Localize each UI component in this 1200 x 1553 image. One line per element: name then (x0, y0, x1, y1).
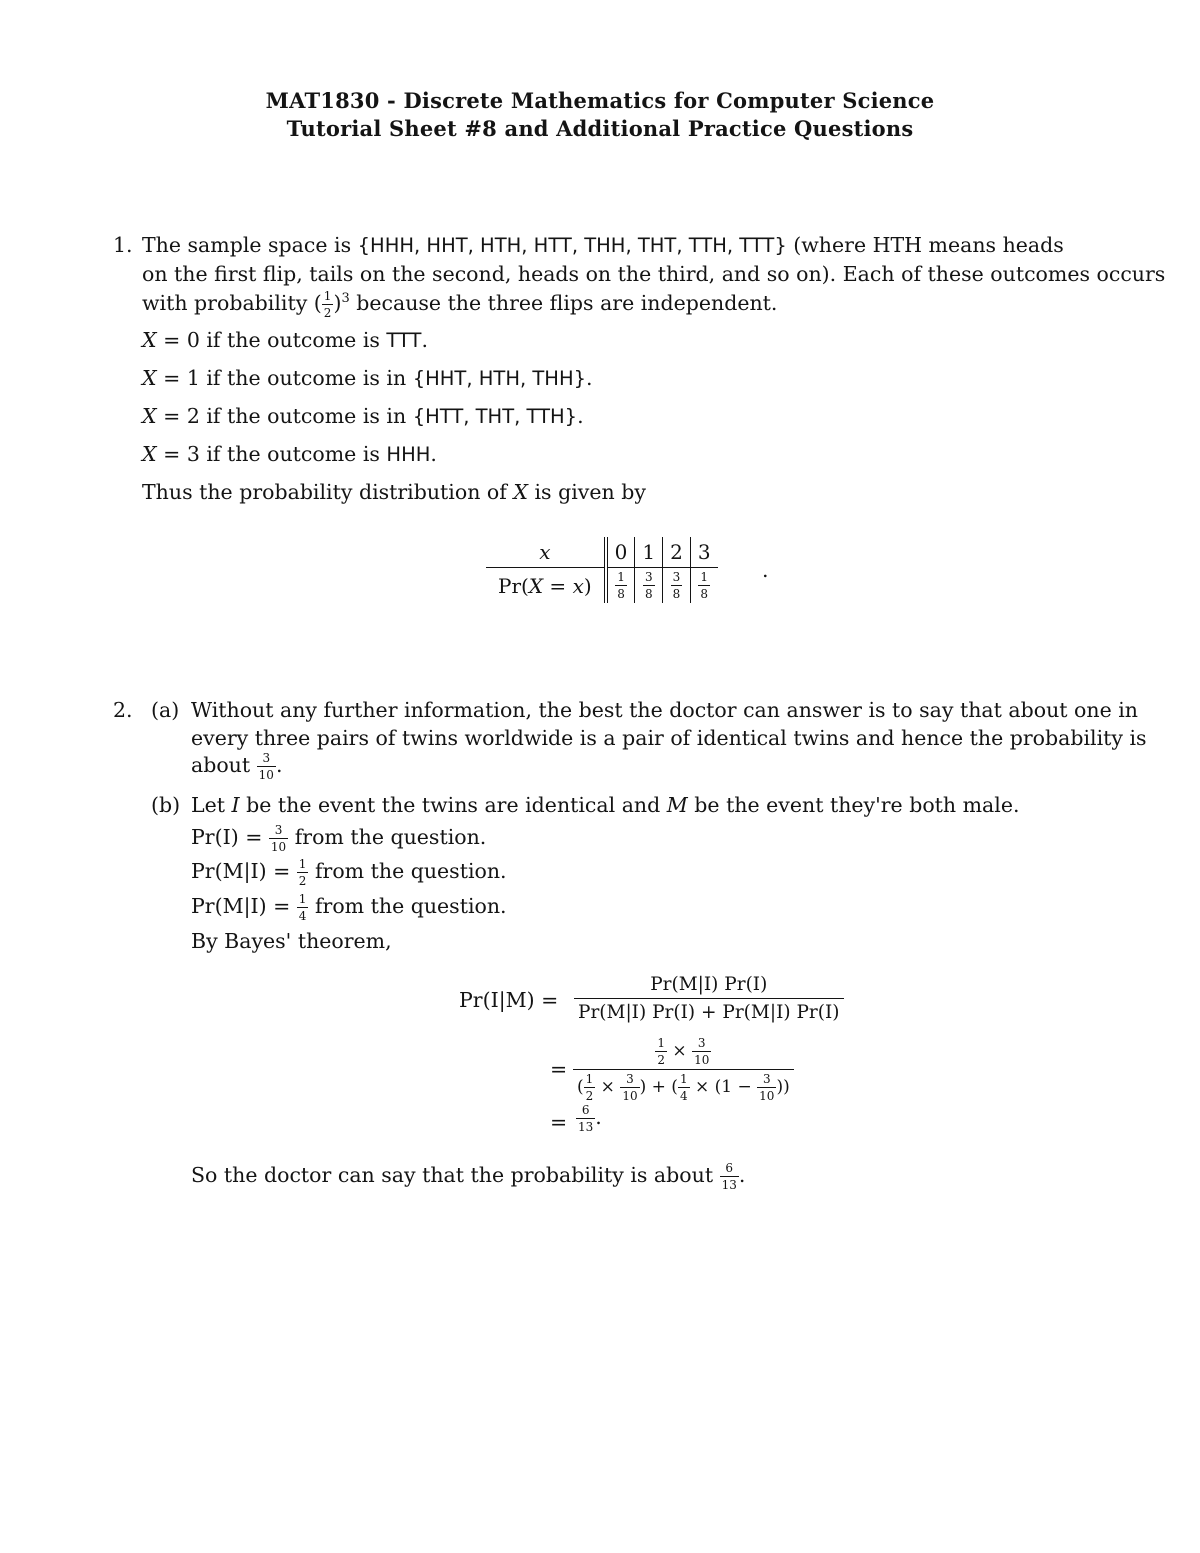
fraction-denominator: 8 (672, 587, 681, 601)
given-pr-m-given-i (191, 858, 507, 887)
case-end: . (430, 442, 437, 466)
fraction-numerator: 1 (323, 289, 332, 303)
bayes-fraction-1 (574, 974, 844, 1023)
table-cell (690, 568, 717, 604)
given-lhs: Pr(M|I) = (191, 859, 297, 883)
fraction-numerator: 1 (298, 892, 307, 906)
fraction-numerator: 3 (257, 752, 276, 767)
bayes-lhs: Pr(I|M) = (459, 988, 559, 1012)
table-cell: 2 (663, 537, 691, 568)
table-trailing-period: . (762, 558, 769, 582)
equals-sign: = (550, 1057, 568, 1081)
case-text: = 3 if the outcome is (156, 442, 387, 466)
variable-x: X (142, 328, 157, 352)
fraction-denominator: 2 (585, 1089, 594, 1103)
mini-fraction (584, 1073, 596, 1102)
bayes-fraction (573, 1037, 794, 1102)
case-text: = 2 if the outcome is in (156, 404, 413, 428)
fraction-numerator: 3 (692, 1037, 711, 1052)
given-rhs: from the question. (288, 825, 487, 849)
case-end: . (421, 328, 429, 352)
q1-line-2: on the first flip, tails on the second, heads on the third, and so on). Each of these outcomes occurs (142, 262, 1166, 286)
fraction-denominator: 8 (700, 587, 709, 601)
bayes-fraction (574, 974, 844, 1023)
half-fraction (322, 290, 334, 319)
fraction-denominator: 8 (644, 587, 653, 601)
given-lhs: Pr(M|I) = (191, 894, 297, 918)
given-rhs: from the question. (308, 859, 507, 883)
variable-x: X (142, 404, 157, 428)
mini-fraction (692, 1037, 711, 1066)
exponent: 3 (341, 291, 350, 307)
case-end: . (577, 404, 584, 428)
variable-x: X (513, 480, 528, 504)
fraction-denominator: 10 (694, 1053, 710, 1067)
case-end: . (586, 366, 593, 390)
table-cell: 3 (690, 537, 717, 568)
label-part: = (543, 573, 573, 598)
question-1-number: 1. (113, 233, 133, 257)
fraction-numerator: 6 (720, 1162, 739, 1177)
given-fraction (297, 858, 309, 887)
fraction-3-10 (257, 752, 276, 781)
part-b-line-1 (191, 793, 1020, 817)
fraction-denominator: 2 (657, 1053, 665, 1067)
given-pr-m-given-not-i (191, 893, 507, 922)
case-x2 (142, 404, 584, 428)
part-a-line-2: every three pairs of twins worldwide is a pair of identical twins and hence the probability is (191, 726, 1147, 750)
q1-text: because the three flips are independent. (349, 291, 778, 315)
event-m: M (666, 793, 688, 817)
fraction-denominator: 13 (578, 1120, 594, 1134)
fraction-denominator: 2 (323, 306, 332, 320)
mini-fraction (655, 1037, 667, 1066)
fraction-denominator: 10 (622, 1089, 638, 1103)
variable-x: X (142, 366, 157, 390)
bayes-line: By Bayes' theorem, (191, 929, 392, 953)
variable-x: X (142, 442, 157, 466)
table-cell: 0 (606, 537, 635, 568)
fraction-numerator: 6 (576, 1104, 595, 1119)
label-part: ) (583, 573, 592, 598)
conclusion-end: . (738, 1163, 746, 1187)
fraction-denominator: ( $\frac{1}{2}$ × $\frac{3}{10}$ ) + ( $\frac{1}{4}$ × (1 − $\frac{3}{10}$ )) (577, 1072, 790, 1103)
outcome-set: TTT (386, 329, 422, 352)
thus-line (142, 480, 646, 504)
case-text: = 1 if the outcome is in (156, 366, 413, 390)
fraction-denominator: 4 (679, 1089, 688, 1103)
q1-text: ) (333, 291, 342, 315)
given-pr-i (191, 824, 486, 853)
given-fraction (297, 893, 309, 922)
q1-text: with probability ( (142, 291, 322, 315)
question-2-number: 2. (113, 698, 133, 722)
fraction-numerator: $\frac{1}{2}$ × $\frac{3}{10}$ (573, 1037, 794, 1070)
part-b-text: be the event they're both male. (687, 793, 1020, 817)
given-fraction (269, 824, 288, 853)
equals-sign: = (550, 1110, 568, 1134)
fraction-denominator: 10 (258, 768, 274, 782)
part-a-end: . (275, 753, 283, 777)
fraction-numerator: 1 (585, 1072, 594, 1086)
outcome-set: HHH (386, 443, 431, 466)
part-b-label: (b) (151, 793, 181, 817)
case-x1 (142, 366, 593, 390)
part-a-line-1: Without any further information, the best the doctor can answer is to say that about one in (191, 698, 1138, 722)
fraction-denominator: 13 (721, 1178, 737, 1192)
part-b-text: Let (191, 793, 232, 817)
case-text: = 0 if the outcome is (156, 328, 387, 352)
fraction-numerator: 1 (617, 570, 625, 584)
result-fraction (576, 1104, 595, 1133)
bayes-fraction-2 (573, 1037, 794, 1102)
q1-text: The sample space is (142, 233, 358, 257)
fraction-numerator: 3 (644, 570, 653, 584)
fraction-denominator: 10 (759, 1089, 775, 1103)
table-cell: 1 (635, 537, 663, 568)
thus-text: is given by (527, 480, 646, 504)
part-a-label: (a) (151, 698, 180, 722)
fraction-numerator: 3 (672, 570, 681, 584)
mini-fraction (678, 1073, 690, 1102)
prob-fraction (615, 571, 627, 600)
result-end: . (595, 1105, 602, 1129)
probability-distribution-table (486, 537, 718, 603)
table-row (486, 568, 718, 604)
conclusion-line (191, 1162, 745, 1191)
q1-line-1 (142, 233, 1064, 257)
document-subtitle: Tutorial Sheet #8 and Additional Practice Questions (286, 116, 914, 141)
sample-space-set: {HHH, HHT, HTH, HTT, THH, THT, TTH, TTT} (357, 234, 787, 257)
part-a-line-3 (191, 752, 282, 781)
part-a-text: about (191, 753, 257, 777)
q1-text: (where HTH means heads (786, 233, 1064, 257)
fraction-denominator: 8 (617, 587, 625, 601)
outcome-set: {HHT, HTH, THH} (412, 367, 587, 390)
q1-line-3 (142, 290, 777, 319)
fraction-denominator: 2 (298, 874, 307, 888)
prob-fraction (698, 571, 710, 600)
bayes-result (576, 1104, 602, 1133)
document-title: MAT1830 - Discrete Mathematics for Computer Science (265, 88, 935, 113)
part-b-text: be the event the twins are identical and (239, 793, 667, 817)
outcome-set: {HTT, THT, TTH} (412, 405, 578, 428)
fraction-denominator: 4 (298, 909, 307, 923)
conclusion-text: So the doctor can say that the probability is about (191, 1163, 720, 1187)
fraction-denominator: Pr(M|I) Pr(I) + Pr(M|I) Pr(I) (578, 1002, 840, 1023)
table-cell (635, 568, 663, 604)
fraction-numerator: Pr(M|I) Pr(I) (574, 974, 844, 999)
fraction-numerator: 1 (657, 1036, 665, 1050)
fraction-denominator: 10 (270, 840, 287, 854)
table-header-prob (486, 568, 606, 604)
fraction-numerator: 3 (620, 1073, 639, 1088)
table-header-x: x (486, 537, 606, 568)
event-i: I (231, 793, 240, 817)
fraction-numerator: 1 (679, 1072, 688, 1086)
mini-fraction (620, 1073, 639, 1102)
prob-fraction (671, 571, 683, 600)
fraction-numerator: 1 (298, 857, 307, 871)
prob-fraction (643, 571, 655, 600)
case-x0 (142, 328, 428, 352)
fraction-numerator: 3 (269, 824, 288, 839)
mini-fraction (757, 1073, 776, 1102)
fraction-numerator: 1 (700, 570, 709, 584)
conclusion-fraction (720, 1162, 739, 1191)
variable-x-lower: x (572, 573, 584, 598)
label-part: Pr( (498, 573, 529, 598)
table-row (486, 537, 718, 568)
fraction-numerator: 3 (757, 1073, 776, 1088)
thus-text: Thus the probability distribution of (142, 480, 514, 504)
table-cell (663, 568, 691, 604)
variable-x: X (528, 573, 544, 598)
table-cell (606, 568, 635, 604)
given-rhs: from the question. (308, 894, 507, 918)
given-lhs: Pr(I) = (191, 825, 269, 849)
case-x3 (142, 442, 437, 466)
